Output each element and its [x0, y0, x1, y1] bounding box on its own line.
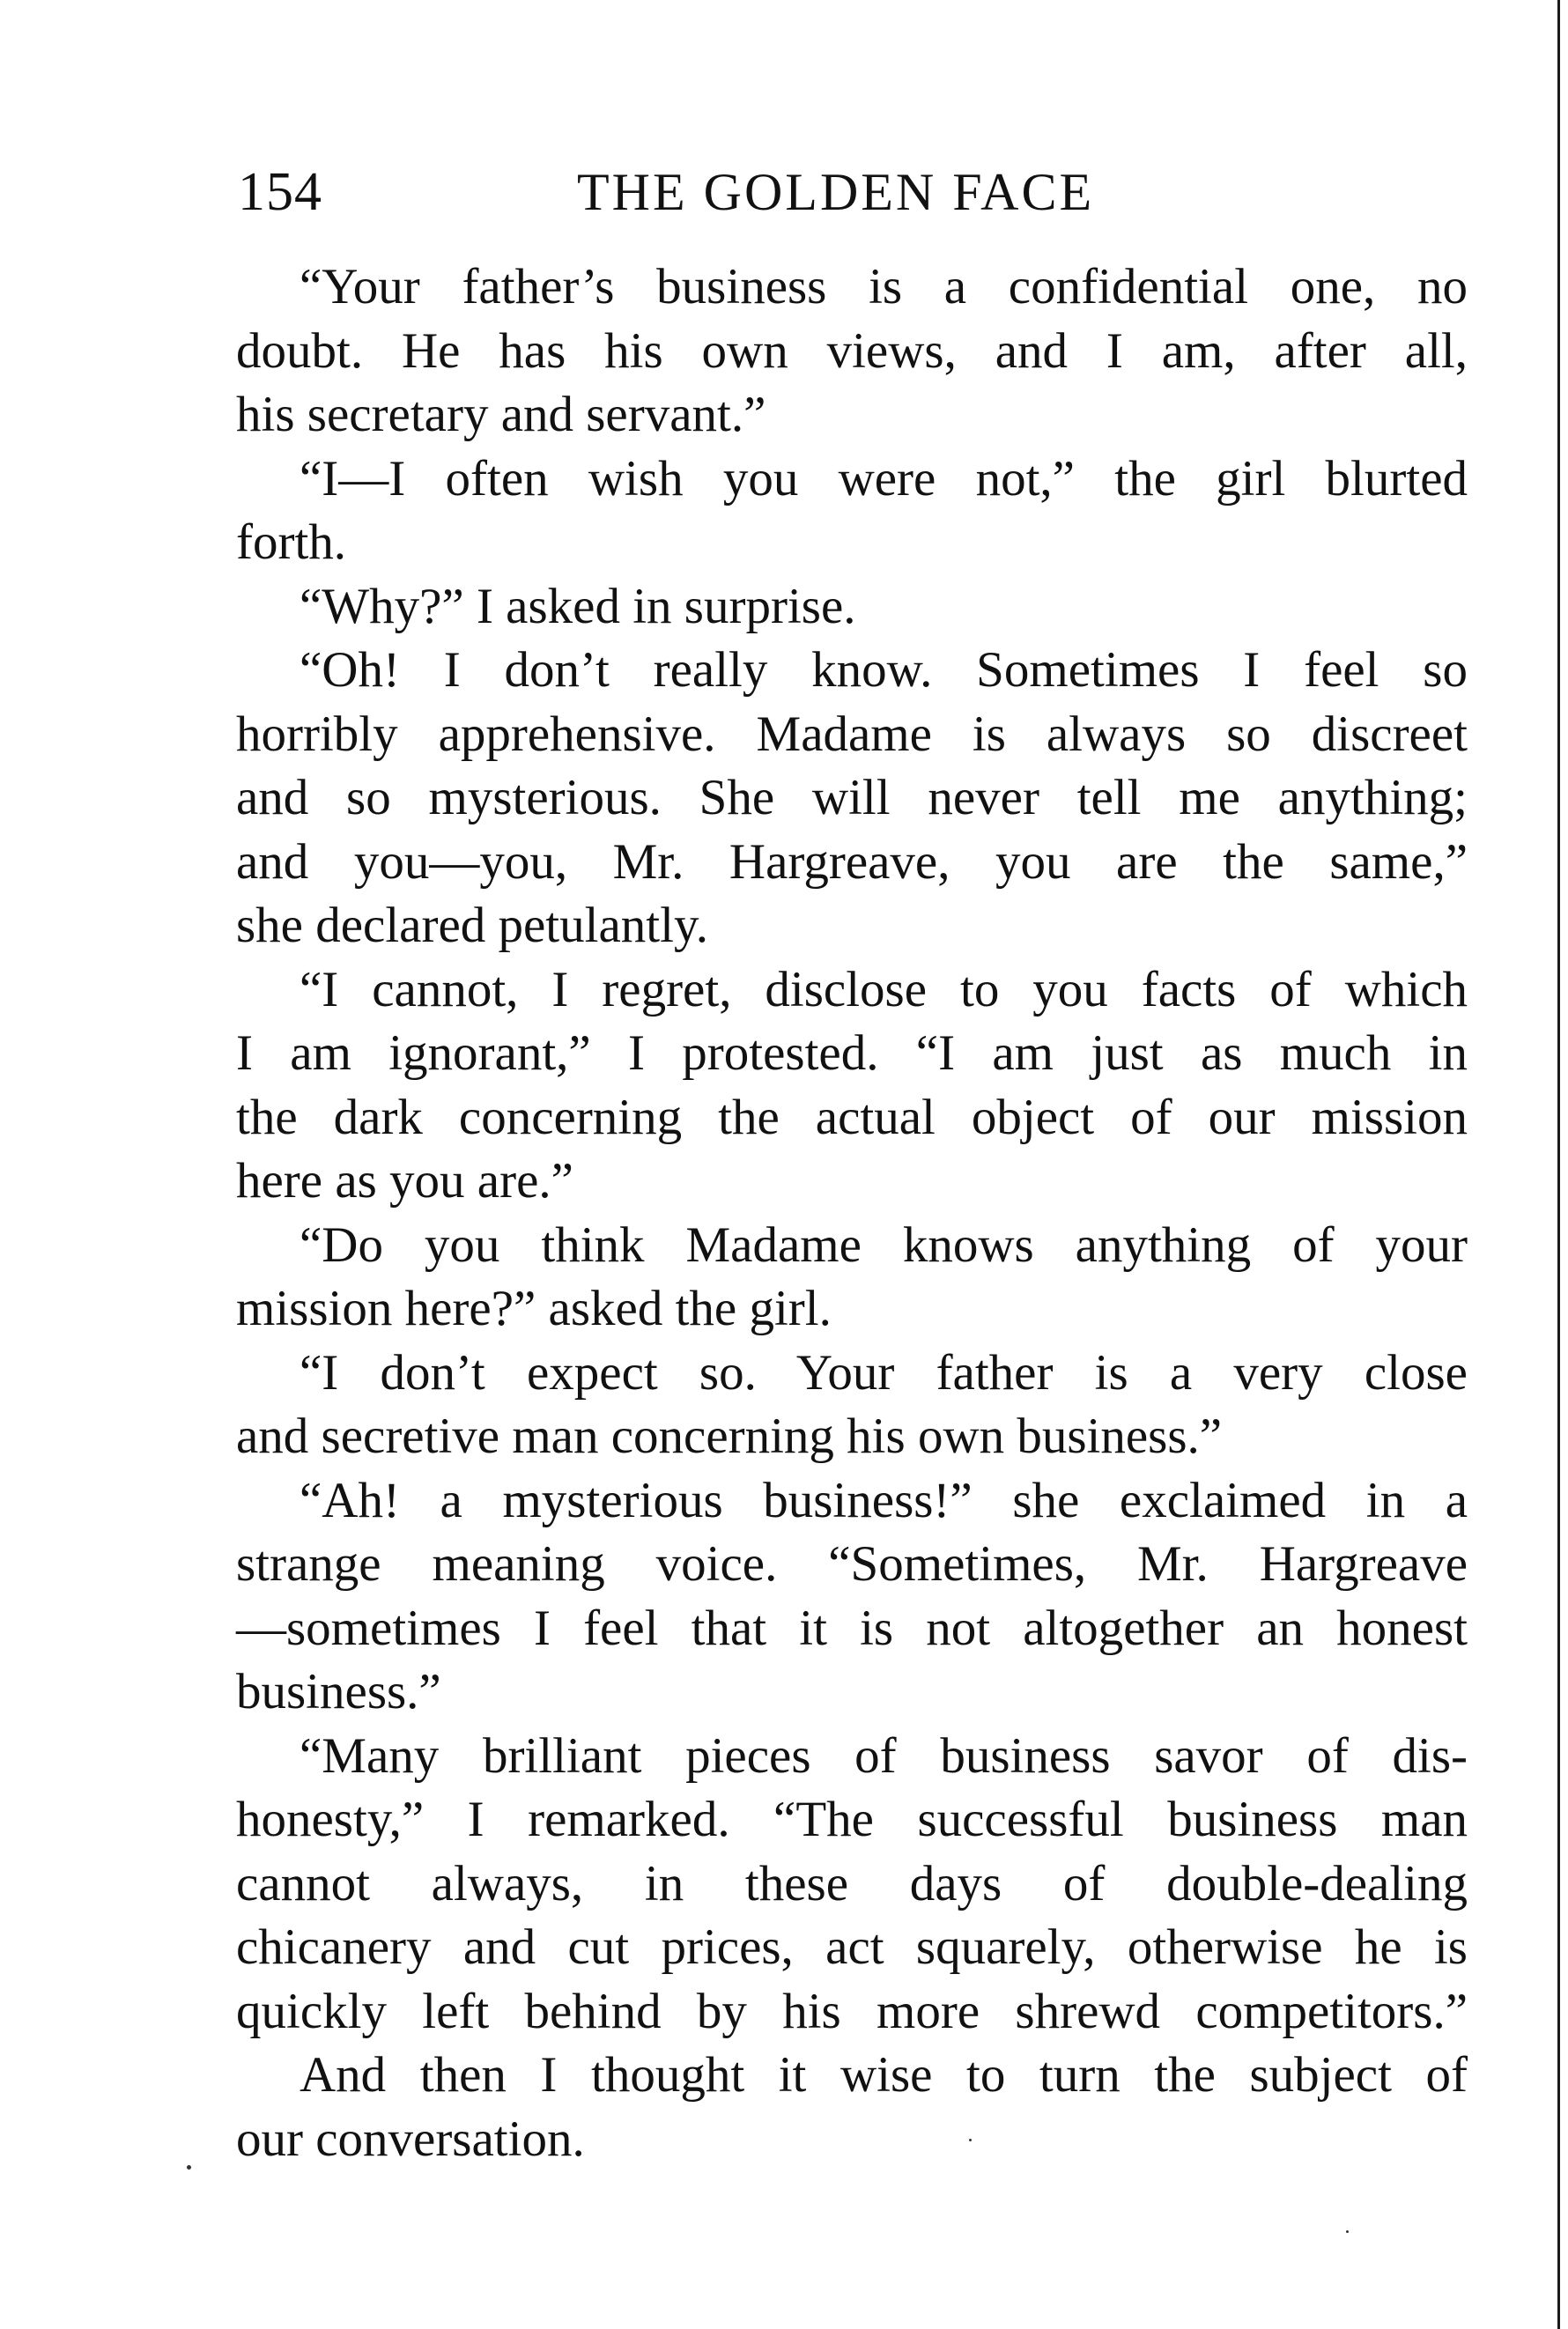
text-line: I am ignorant,” I protested. “I am just as much in	[236, 1025, 1468, 1081]
running-title: THE GOLDEN FACE	[577, 163, 1095, 221]
text-line: “Why?” I asked in surprise.	[300, 578, 856, 634]
text-line: mission here?” asked the girl.	[236, 1281, 832, 1336]
print-speck	[969, 2139, 972, 2141]
print-speck	[187, 2165, 191, 2170]
page-edge-border	[1557, 0, 1560, 2329]
text-line: strange meaning voice. “Sometimes, Mr. Hargreave	[236, 1536, 1468, 1592]
text-line: and secretive man concerning his own business.”	[236, 1408, 1223, 1464]
text-line: forth.	[236, 514, 347, 570]
text-line: cannot always, in these days of double-dealing	[236, 1855, 1468, 1911]
text-line: “Your father’s business is a confidential one, no	[300, 259, 1468, 314]
text-line: “Oh! I don’t really know. Sometimes I feel so	[300, 642, 1468, 698]
text-line: and so mysterious. She will never tell me anything;	[236, 770, 1468, 825]
text-line: “I cannot, I regret, disclose to you facts of which	[300, 961, 1468, 1017]
text-line: quickly left behind by his more shrewd competitors.”	[236, 1983, 1468, 2039]
page-number: 154	[238, 162, 322, 222]
text-line: and you—you, Mr. Hargreave, you are the same,”	[236, 833, 1468, 890]
text-line: his secretary and servant.”	[236, 387, 766, 442]
text-line: “Many brilliant pieces of business savor of dis-	[300, 1727, 1468, 1784]
text-line: chicanery and cut prices, act squarely, otherwise he is	[236, 1919, 1468, 1975]
text-line: And then I thought it wise to turn the subject of	[300, 2047, 1468, 2103]
text-line: business.”	[236, 1664, 441, 1719]
print-speck	[1346, 2230, 1349, 2233]
text-line: “I—I often wish you were not,” the girl blurted	[300, 450, 1468, 506]
text-line: she declared petulantly.	[236, 898, 708, 953]
text-line: our conversation.	[236, 2111, 585, 2167]
body-text	[236, 255, 1468, 2171]
text-line: “Do you think Madame knows anything of your	[300, 1216, 1468, 1273]
text-line: doubt. He has his own views, and I am, after all,	[236, 322, 1468, 379]
text-line: honesty,” I remarked. “The successful business man	[236, 1792, 1468, 1847]
text-line: “Ah! a mysterious business!” she exclaimed in a	[300, 1472, 1468, 1528]
text-line: “I don’t expect so. Your father is a very close	[300, 1344, 1468, 1401]
running-header	[238, 157, 1471, 227]
text-line: —sometimes I feel that it is not altogether an honest	[236, 1600, 1468, 1656]
text-line: the dark concerning the actual object of our mission	[236, 1089, 1468, 1145]
text-line: here as you are.”	[236, 1153, 573, 1209]
text-line: horribly apprehensive. Madame is always so discreet	[236, 706, 1468, 762]
